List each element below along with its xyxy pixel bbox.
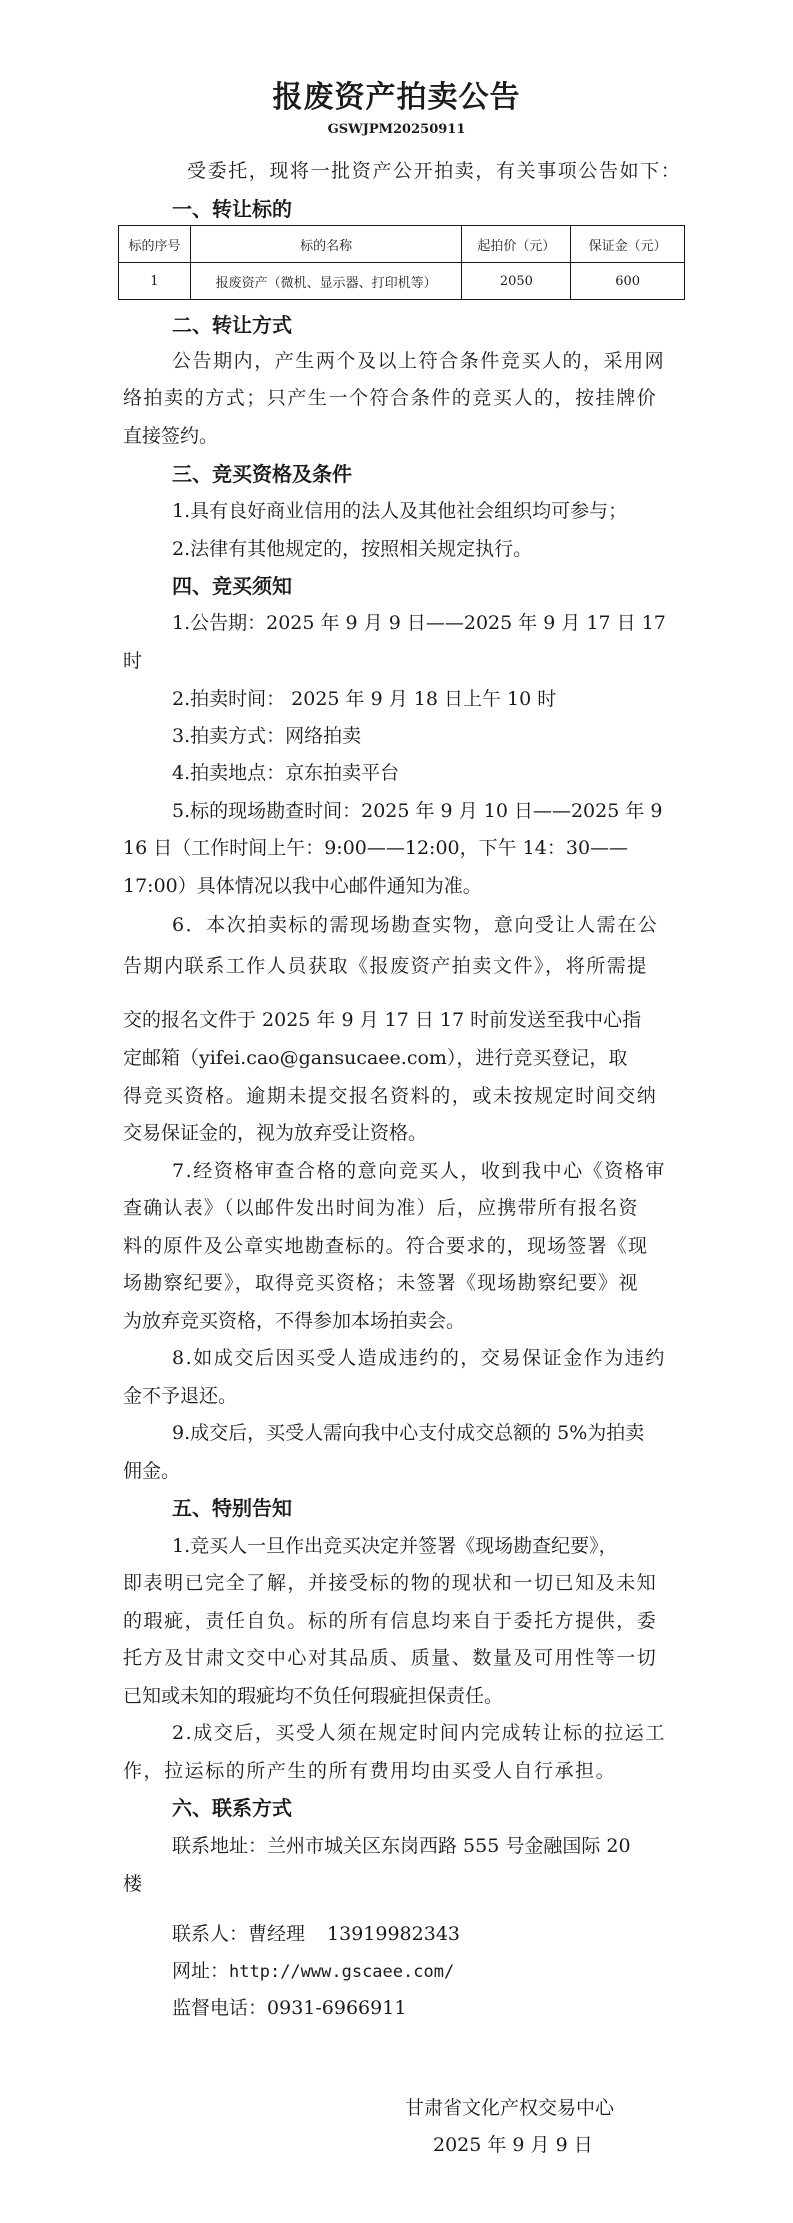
paragraph-line: 3.拍卖方式：网络拍卖 [172,725,362,747]
paragraph-line: 料的原件及公章实地勘查标的。符合要求的，现场签署《现 [123,1235,649,1257]
section-heading: 六、联系方式 [172,1796,292,1820]
paragraph-line: 佣金。 [123,1460,181,1482]
paragraph-line: 4.拍卖地点：京东拍卖平台 [172,762,400,784]
paragraph-line: 场勘察纪要》，取得竞买资格；未签署《现场勘察纪要》视 [123,1272,639,1294]
contact-name: 曹经理 [248,1923,306,1945]
paragraph-line: 络拍卖的方式；只产生一个符合条件的竞买人的，按挂牌价 [123,387,658,409]
document-title: 报废资产拍卖公告 [272,80,521,115]
paragraph-line: 9.成交后，买受人需向我中心支付成交总额的 5%为拍卖 [172,1422,645,1444]
paragraph-line: 2.拍卖时间： 2025 年 9 月 18 日上午 10 时 [172,688,557,710]
intro-text: 受委托，现将一批资产公开拍卖，有关事项公告如下： [187,160,682,182]
paragraph-line: 定邮箱（yifei.cao@gansucaee.com），进行竞买登记，取 [123,1047,628,1069]
paragraph-line: 告期内联系工作人员获取《报废资产拍卖文件》，将所需提 [123,955,648,977]
paragraph-line: 金不予退还。 [123,1385,238,1407]
website-link[interactable]: http://www.gscaee.com/ [229,1962,455,1982]
paragraph-line: 1.公告期：2025 年 9 月 9 日——2025 年 9 月 17 日 17 [172,612,666,634]
contact-label: 联系人： [172,1923,249,1945]
paragraph-line: 1.具有良好商业信用的法人及其他社会组织均可参与； [172,500,628,522]
issue-date: 2025 年 9 月 9 日 [433,2134,593,2156]
paragraph-line: 作，拉运标的所产生的所有费用均由买受人自行承担。 [123,1760,617,1782]
paragraph-line: 2.法律有其他规定的，按照相关规定执行。 [172,538,533,560]
paragraph-line: 6．本次拍卖标的需现场勘查实物，意向受让人需在公 [172,914,659,936]
contact-phone: 13919982343 [327,1923,461,1945]
section-heading: 四、竞买须知 [172,574,292,598]
paragraph-line: 为放弃竞买资格，不得参加本场拍卖会。 [123,1310,466,1332]
address-line: 联系地址：兰州市城关区东岗西路 555 号金融国际 20 [172,1835,631,1857]
paragraph-line: 的瑕疵，责任自负。标的所有信息均来自于委托方提供，委 [123,1610,658,1632]
section-heading: 二、转让方式 [172,313,292,337]
paragraph-line: 时 [123,650,143,672]
paragraph-line: 交的报名文件于 2025 年 9 月 17 日 17 时前发送至我中心指 [123,1009,642,1031]
table-cell: 600 [571,263,685,300]
table-cell: 1 [119,263,191,300]
paragraph-line: 8.如成交后因买受人造成违约的，交易保证金作为违约 [172,1347,666,1369]
paragraph-line: 2.成交后，买受人须在规定时间内完成转让标的拉运工 [172,1722,666,1744]
issuer-org: 甘肃省文化产权交易中心 [405,2097,615,2119]
paragraph-line: 5.标的现场勘查时间：2025 年 9 月 10 日——2025 年 9 [172,800,663,822]
section-heading: 三、竞买资格及条件 [172,462,352,486]
document-code: GSWJPM20250911 [327,122,466,137]
paragraph-line: 查确认表》（以邮件发出时间为准）后，应携带所有报名资 [123,1197,639,1219]
paragraph-line: 已知或未知的瑕疵均不负任何瑕疵担保责任。 [123,1685,504,1707]
address-line: 楼 [123,1873,143,1895]
contact-line [172,1922,460,1946]
paragraph-line: 7.经资格审查合格的意向竞买人，收到我中心《资格审 [172,1160,666,1182]
table-header-cell: 保证金（元） [571,226,685,263]
asset-table [118,225,685,300]
section-heading: 一、转让标的 [172,197,292,221]
table-cell: 报废资产（微机、显示器、打印机等） [190,263,462,300]
section-heading: 五、特别告知 [172,1496,292,1520]
website-label: 网址： [172,1960,230,1982]
paragraph-line: 交易保证金的，视为放弃受让资格。 [123,1122,428,1144]
table-header-cell: 标的序号 [119,226,191,263]
table-header-cell: 起拍价（元） [462,226,571,263]
paragraph-line: 直接签约。 [123,425,219,447]
website-line [172,1959,454,1984]
paragraph-line: 得竞买资格。逾期未提交报名资料的，或未按规定时间交纳 [123,1085,658,1107]
paragraph-line: 托方及甘肃文交中心对其品质、质量、数量及可用性等一切 [123,1647,658,1669]
supervise-line [172,1996,406,2020]
paragraph-line: 公告期内，产生两个及以上符合条件竞买人的，采用网 [172,350,666,372]
paragraph-line: 1.竞买人一旦作出竞买决定并签署《现场勘查纪要》， [172,1535,618,1557]
supervise-label: 监督电话： [172,1997,268,2019]
paragraph-line: 即表明已完全了解，并接受标的物的现状和一切已知及未知 [123,1572,658,1594]
table-header-row [119,226,685,263]
paragraph-line: 16 日（工作时间上午：9:00——12:00，下午 14：30—— [123,837,629,859]
table-cell: 2050 [462,263,571,300]
supervise-phone: 0931-6966911 [267,1997,407,2019]
table-row [119,263,685,300]
table-header-cell: 标的名称 [190,226,462,263]
paragraph-line: 17:00）具体情况以我中心邮件通知为准。 [123,875,482,897]
